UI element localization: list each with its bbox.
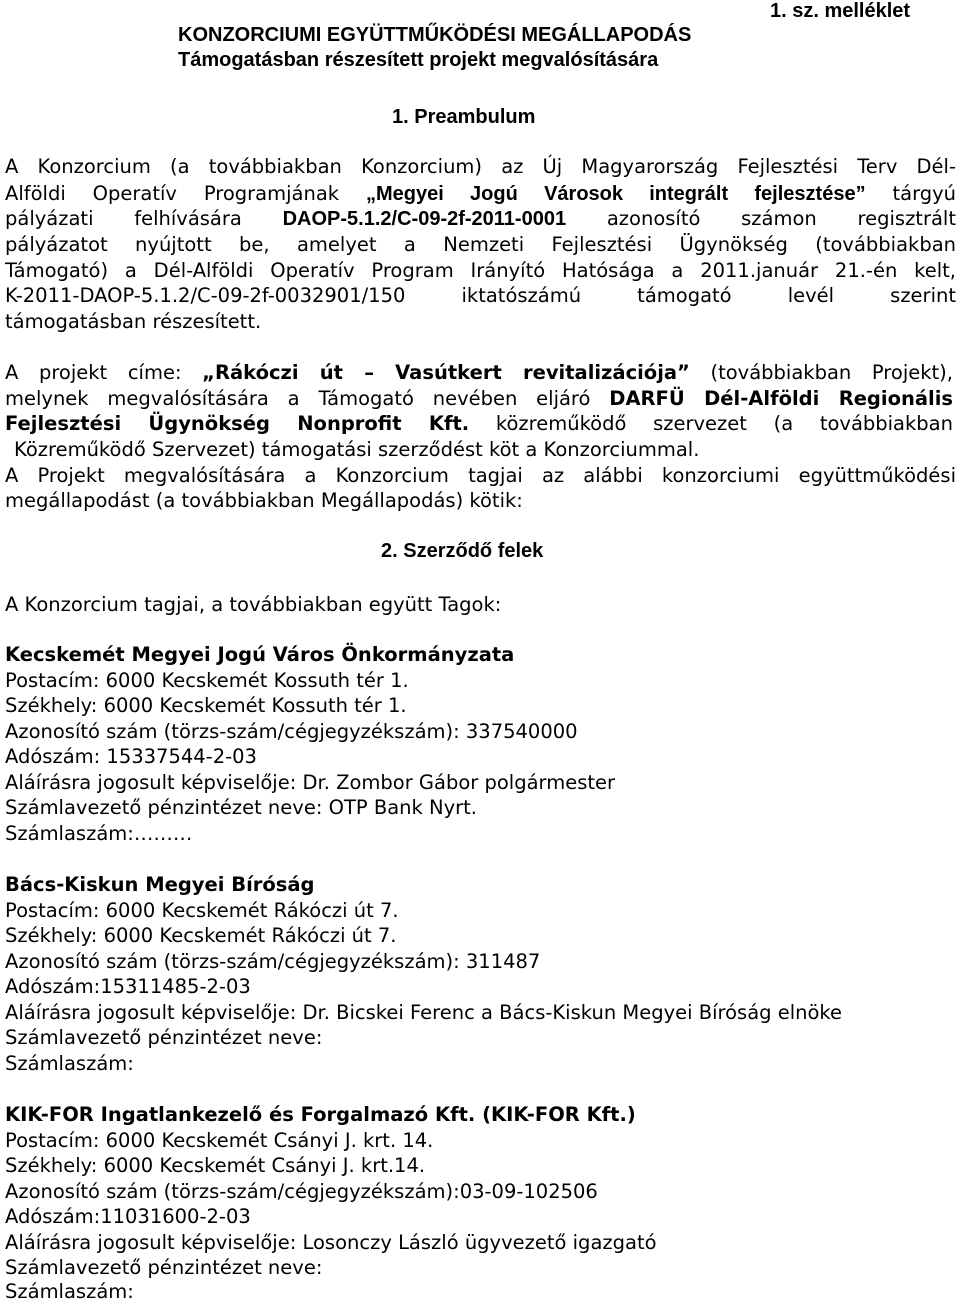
party-name: Kecskemét Megyei Jogú Város Önkormányzata	[5, 643, 515, 666]
program-title: „Megyei Jogú Városok integrált fejlesztése”	[366, 183, 866, 205]
party-reg-id: Azonosító szám (törzs-szám/cégjegyzékszám): 337540000	[5, 720, 578, 743]
party-rep: Aláírásra jogosult képviselője: Dr. Bicskei Ferenc a Bács-Kiskun Megyei Bíróság elnöke	[5, 1001, 843, 1024]
project-title: „Rákóczi út – Vasútkert revitalizációja”	[202, 361, 690, 384]
text-line	[5, 387, 953, 410]
party-rep: Aláírásra jogosult képviselője: Losonczy László ügyvezető igazgató	[5, 1231, 657, 1254]
text-fragment: azonosító számon regisztrált	[606, 207, 956, 230]
party-reg-id: Azonosító szám (törzs-szám/cégjegyzékszám): 311487	[5, 950, 541, 973]
party-seat: Székhely: 6000 Kecskemét Rákóczi út 7.	[5, 924, 397, 947]
party-seat: Székhely: 6000 Kecskemét Kossuth tér 1.	[5, 694, 407, 717]
party-tax: Adószám:15311485-2-03	[5, 975, 251, 998]
document-subtitle: Támogatásban részesített projekt megvalósítására	[178, 49, 659, 71]
party-rep: Aláírásra jogosult képviselője: Dr. Zombor Gábor polgármester	[5, 771, 616, 794]
party-account: Számlaszám:	[5, 1052, 134, 1075]
party-reg-id: Azonosító szám (törzs-szám/cégjegyzékszám):03-09-102506	[5, 1180, 598, 1203]
document-title: KONZORCIUMI EGYÜTTMŰKÖDÉSI MEGÁLLAPODÁS	[178, 24, 692, 46]
text-line	[5, 207, 956, 231]
text-line	[5, 361, 953, 384]
parties-intro: A Konzorcium tagjai, a továbbiakban együtt Tagok:	[5, 593, 502, 616]
party-name: KIK-FOR Ingatlankezelő és Forgalmazó Kft. (KIK-FOR Kft.)	[5, 1103, 636, 1126]
party-bank: Számlavezető pénzintézet neve: OTP Bank Nyrt.	[5, 796, 477, 819]
text-line	[5, 412, 953, 435]
annex-label: 1. sz. melléklet	[770, 0, 911, 22]
agency-name-cont: Fejlesztési Ügynökség Nonprofit Kft.	[5, 412, 470, 435]
text-fragment: A projekt címe:	[5, 361, 182, 384]
agency-name: DARFÜ Dél-Alföldi Regionális	[609, 387, 953, 410]
text-line: K-2011-DAOP-5.1.2/C-09-2f-0032901/150 iktatószámú támogató levél szerint	[5, 284, 956, 307]
text-line: Közreműködő Szervezet) támogatási szerződést köt a Konzorciummal.	[14, 438, 700, 461]
section-heading-preamble: 1. Preambulum	[392, 106, 536, 128]
text-fragment: közreműködő szervezet (a továbbiakban	[495, 412, 953, 435]
party-account: Számlaszám:	[5, 1280, 134, 1303]
text-line: pályázatot nyújtott be, amelyet a Nemzeti Fejlesztési Ügynökség (továbbiakban	[5, 233, 956, 256]
party-bank: Számlavezető pénzintézet neve:	[5, 1256, 323, 1279]
text-line: A Konzorcium (a továbbiakban Konzorcium) az Új Magyarország Fejlesztési Terv Dél-	[5, 155, 956, 178]
party-account: Számlaszám:………	[5, 822, 193, 845]
section-heading-parties: 2. Szerződő felek	[381, 540, 544, 562]
party-postal: Postacím: 6000 Kecskemét Csányi J. krt. 14.	[5, 1129, 434, 1152]
text-line: Támogató) a Dél-Alföldi Operatív Program Irányító Hatósága a 2011.január 21.-én kelt,	[5, 259, 956, 282]
text-fragment: pályázati felhívására	[5, 207, 242, 230]
application-id: DAOP-5.1.2/C-09-2f-2011-0001	[282, 208, 567, 230]
party-bank: Számlavezető pénzintézet neve:	[5, 1026, 323, 1049]
party-tax: Adószám: 15337544-2-03	[5, 745, 257, 768]
text-fragment: Alföldi Operatív Programjának	[5, 182, 340, 205]
party-postal: Postacím: 6000 Kecskemét Kossuth tér 1.	[5, 669, 409, 692]
party-postal: Postacím: 6000 Kecskemét Rákóczi út 7.	[5, 899, 399, 922]
text-fragment: (továbbiakban Projekt),	[710, 361, 953, 384]
text-fragment: melynek megvalósítására a Támogató nevében eljáró	[5, 387, 591, 410]
text-line: támogatásban részesített.	[5, 310, 262, 333]
text-line	[5, 182, 956, 206]
party-seat: Székhely: 6000 Kecskemét Csányi J. krt.14.	[5, 1154, 426, 1177]
text-fragment: tárgyú	[892, 182, 957, 205]
party-name: Bács-Kiskun Megyei Bíróság	[5, 873, 315, 896]
text-line: megállapodást (a továbbiakban Megállapodás) kötik:	[5, 489, 523, 512]
party-tax: Adószám:11031600-2-03	[5, 1205, 251, 1228]
text-line: A Projekt megvalósítására a Konzorcium tagjai az alábbi konzorciumi együttműködési	[5, 464, 956, 487]
